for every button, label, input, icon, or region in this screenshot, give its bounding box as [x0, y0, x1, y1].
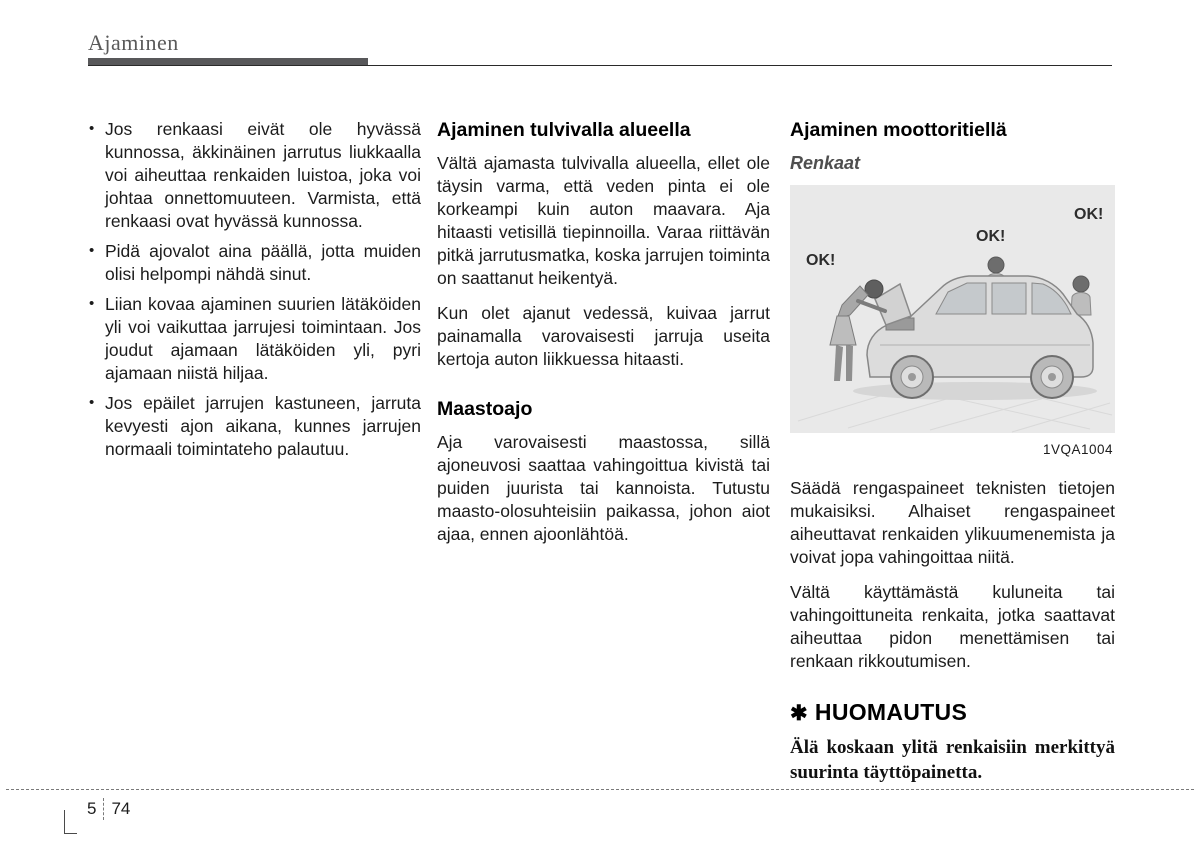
ok-label-right: OK!	[1074, 206, 1104, 223]
header-rule	[88, 65, 1112, 66]
notice-star-icon: ✱	[790, 702, 808, 725]
safety-bullet-list	[88, 118, 421, 461]
page-number-value: 74	[111, 799, 131, 818]
car-illustration-svg	[790, 185, 1115, 433]
bullet-item: • Jos renkaasi eivät ole hyvässä kunnossa, äkkinäinen jarrutus liukkaalla voi aiheuttaa renkaiden luistoa, joka voi johtaa onnettomuuteen. Varmista, että renkaasi ovat hyvässä kunnossa.	[88, 118, 421, 233]
section-heading-flooded-area: Ajaminen tulvivalla alueella	[437, 119, 691, 141]
page-number-divider	[103, 798, 104, 820]
tire-check-illustration	[790, 185, 1115, 433]
notice-heading	[790, 701, 1115, 725]
ok-label-left: OK!	[806, 252, 836, 269]
notice-title: HUOMAUTUS	[814, 699, 968, 725]
crop-mark	[64, 810, 77, 834]
subsection-heading-tires: Renkaat	[790, 153, 861, 173]
bullet-item: • Pidä ajovalot aina päällä, jotta muiden olisi helpompi nähdä sinut.	[88, 240, 421, 286]
page-section-number: 5	[87, 799, 97, 818]
chapter-title: Ajaminen	[88, 30, 179, 55]
column-left	[88, 118, 421, 468]
paragraph: Kun olet ajanut vedessä, kuivaa jarrut painamalla varovaisesti jarruja useita kertoja auton liikkuessa hitaasti.	[437, 303, 770, 369]
illustration-caption: 1VQA1004	[1042, 442, 1113, 457]
paragraph: Säädä rengaspaineet teknisten tietojen mukaisiksi. Alhaiset rengaspaineet aiheuttavat renkaiden ylikuumenemista ja voivat jopa vahingoittaa niitä.	[790, 478, 1115, 567]
column-right	[790, 118, 1115, 785]
footer-dashed-rule	[6, 789, 1194, 790]
paragraph: Aja varovaisesti maastossa, sillä ajoneuvosi saattaa vahingoittua kivistä tai puiden juurista tai kannoista. Tutustu maasto-olosuhteisiin paikassa, johon aiot ajaa, ennen ajoonlähtöä.	[437, 432, 770, 544]
bullet-item: • Liian kovaa ajaminen suurien lätäköiden yli voi vaikuttaa jarrujesi toimintaan. Jos joudut ajamaan lätäköiden yli, pyri ajamaan niistä hiljaa.	[88, 293, 421, 385]
section-heading-motorway: Ajaminen moottoritiellä	[790, 119, 1007, 141]
bullet-item: • Jos epäilet jarrujen kastuneen, jarruta kevyesti ajon aikana, kunnes jarrujen normaali toimintateho palautuu.	[88, 392, 421, 461]
paragraph: Vältä käyttämästä kuluneita tai vahingoittuneita renkaita, jotka saattavat aiheuttaa pidon menettämisen tai renkaan rikkoutumisen.	[790, 582, 1115, 671]
paragraph: Vältä ajamasta tulvivalla alueella, ellet ole täysin varma, että veden pinta ei ole korkeampi kuin auton maavara. Aja hitaasti vetisillä tiepinnoilla. Varaa riittävän pitkä jarrutusmatka, koska jarrujen toiminta on saattanut heikentyä.	[437, 153, 770, 288]
notice-text: Älä koskaan ylitä renkaisiin merkittyä suurinta täyttöpainetta.	[790, 737, 1115, 783]
ok-label-middle: OK!	[976, 228, 1006, 245]
section-heading-offroad: Maastoajo	[437, 398, 533, 420]
page-number	[87, 797, 130, 821]
column-middle	[437, 118, 770, 558]
